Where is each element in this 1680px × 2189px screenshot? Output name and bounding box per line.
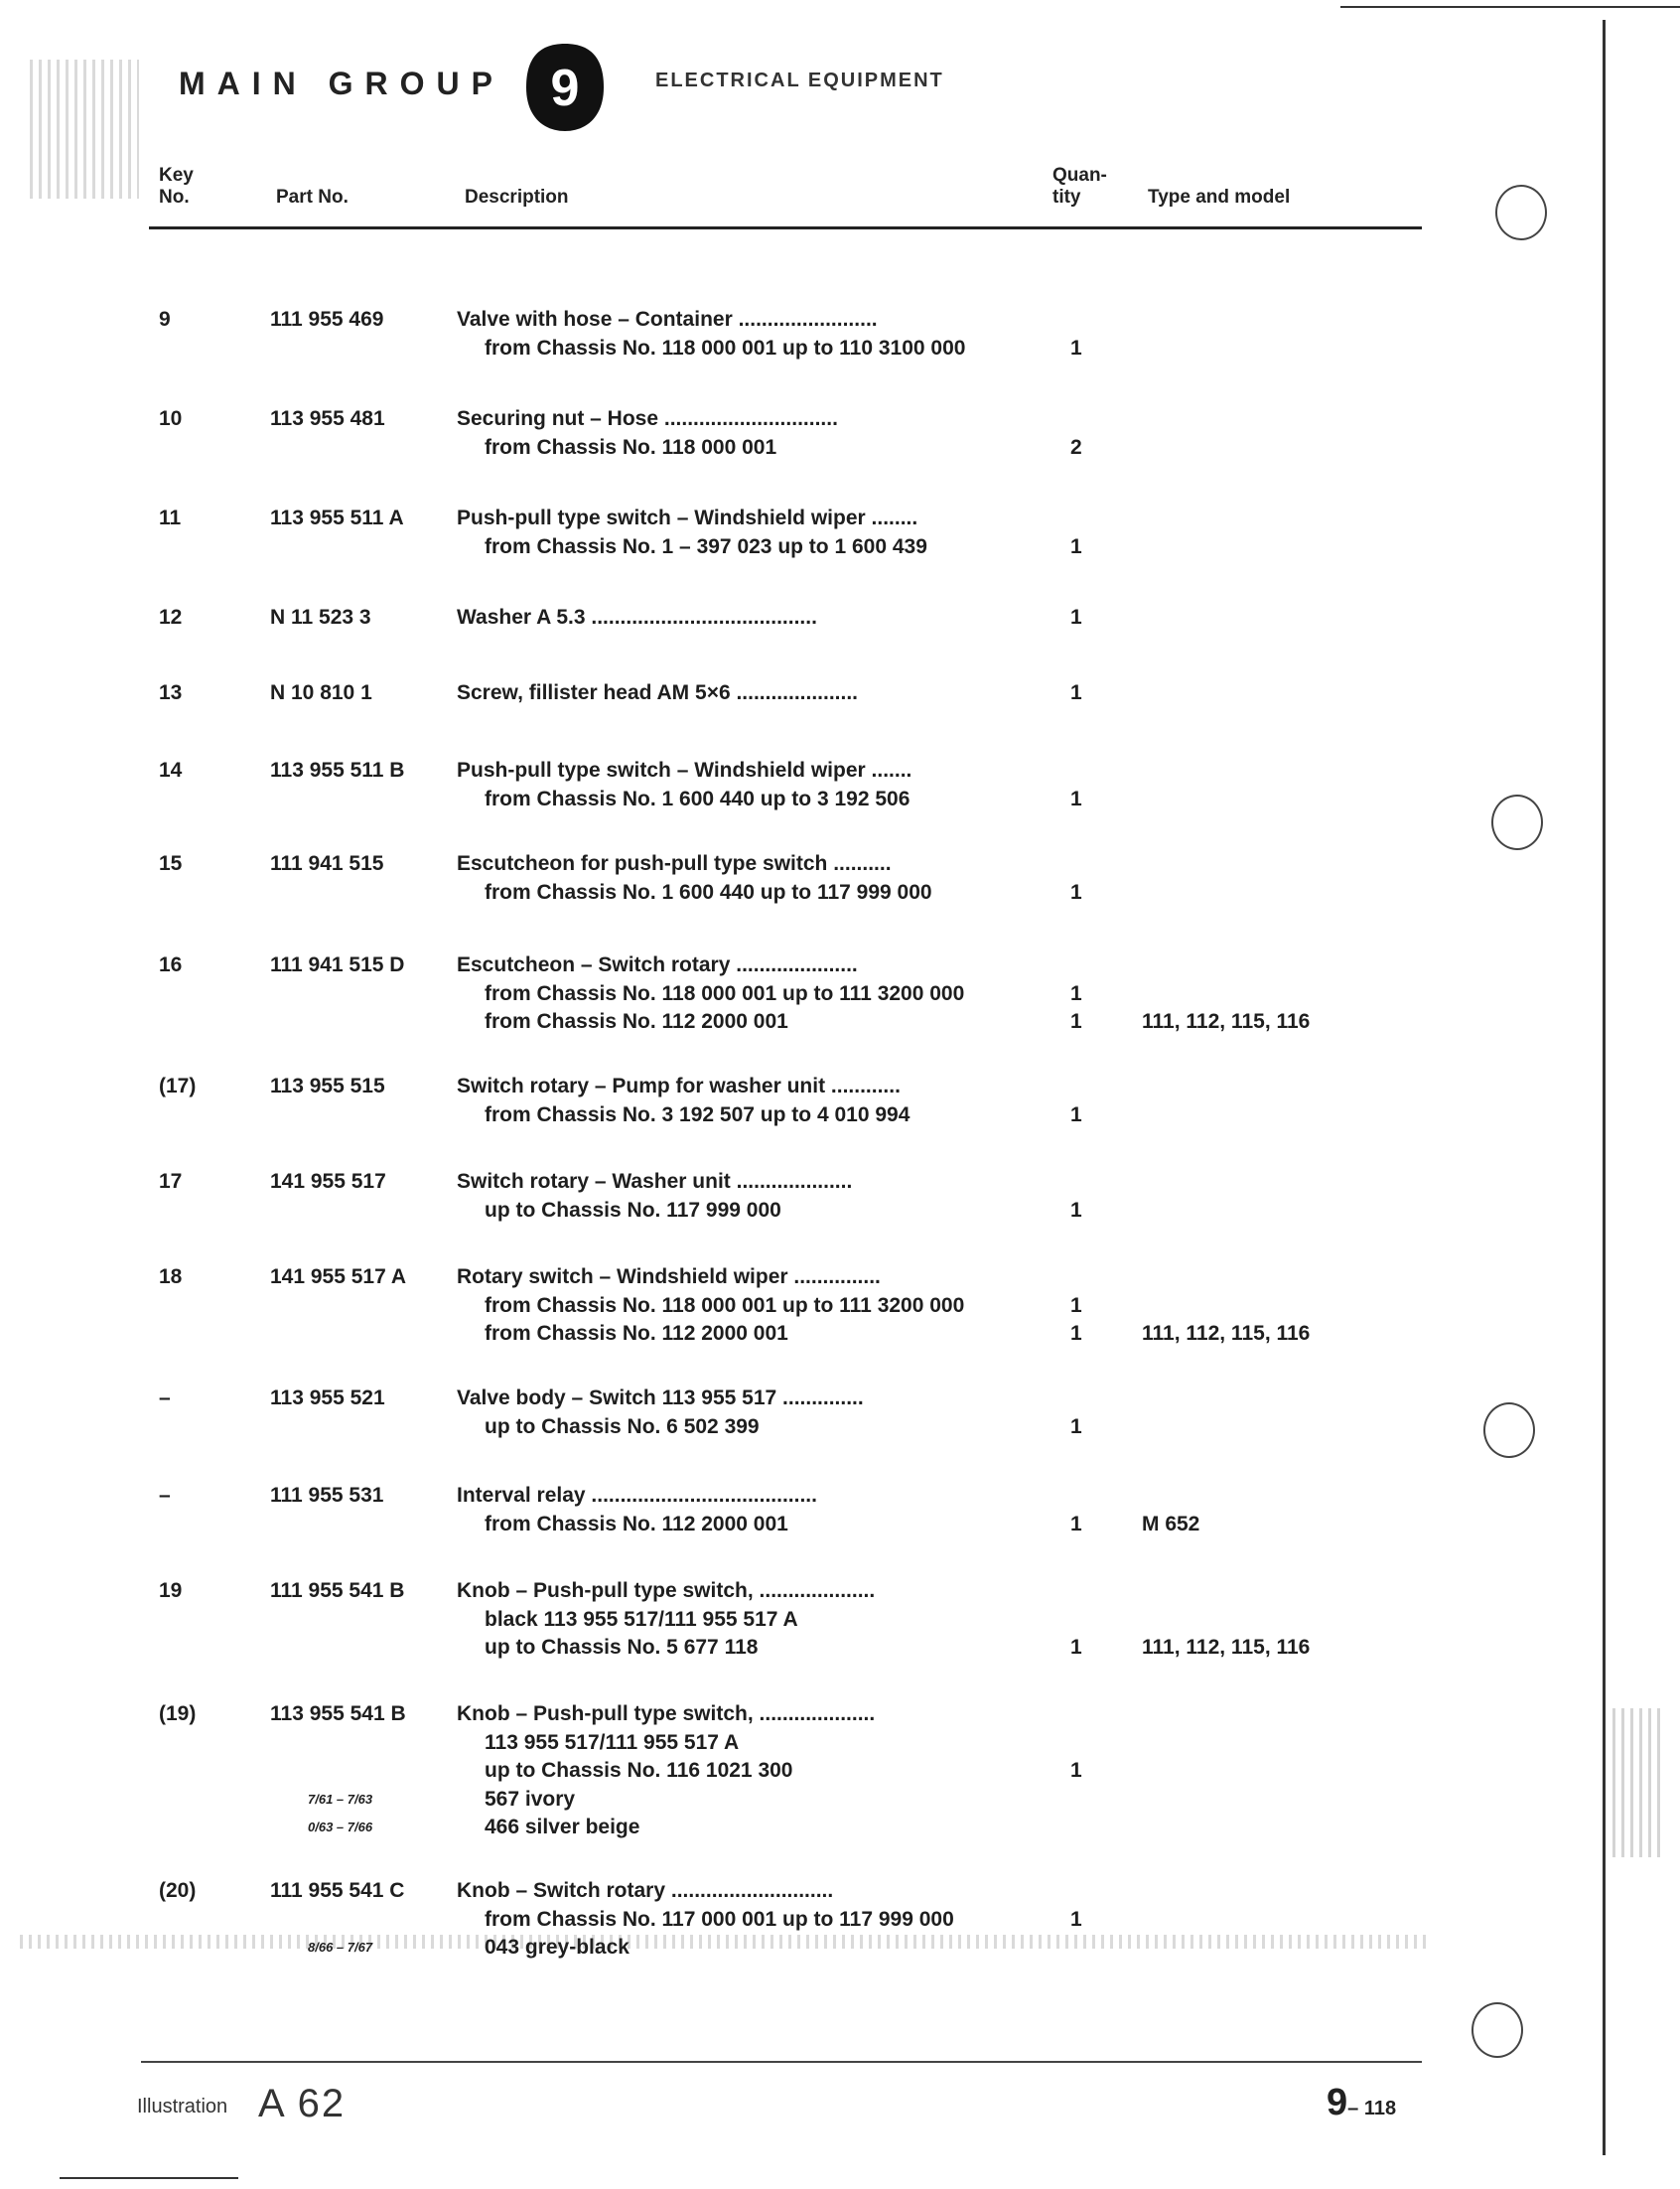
quantity: 1: [1070, 1512, 1082, 1535]
scan-edge-line: [1603, 20, 1606, 2155]
part-no: 111 941 515: [270, 852, 384, 875]
quantity: 1: [1070, 1636, 1082, 1659]
description-detail: up to Chassis No. 6 502 399: [485, 1414, 760, 1438]
quantity: 1: [1070, 1010, 1082, 1033]
key-no: 12: [159, 606, 183, 629]
part-no: 111 955 531: [270, 1484, 384, 1507]
quantity: 1: [1070, 1759, 1082, 1782]
description: Valve body – Switch 113 955 517 ..............: [457, 1386, 864, 1409]
col-description: Description: [465, 187, 569, 208]
illustration-code: A 62: [258, 2082, 347, 2125]
description: Switch rotary – Washer unit ....................: [457, 1170, 853, 1193]
production-date: 8/66 – 7/67: [308, 1940, 373, 1955]
part-no: N 11 523 3: [270, 606, 371, 629]
description: Knob – Switch rotary ............................: [457, 1879, 834, 1902]
type-model: M 652: [1142, 1512, 1200, 1535]
quantity: 1: [1070, 1198, 1082, 1222]
type-model: 111, 112, 115, 116: [1142, 1010, 1311, 1033]
part-no: 113 955 481: [270, 407, 385, 430]
part-no: 111 955 469: [270, 308, 384, 331]
quantity: 1: [1070, 534, 1082, 558]
key-no: 18: [159, 1265, 183, 1288]
quantity: 1: [1070, 1414, 1082, 1438]
illustration-label: Illustration: [137, 2096, 228, 2117]
punch-hole-1: [1495, 185, 1547, 240]
description-detail: from Chassis No. 112 2000 001: [485, 1010, 788, 1033]
quantity: 1: [1070, 1293, 1082, 1317]
key-no: 13: [159, 681, 183, 704]
col-key-no: Key No.: [159, 165, 194, 208]
description-detail: from Chassis No. 3 192 507 up to 4 010 994: [485, 1102, 910, 1126]
quantity: 1: [1070, 787, 1082, 810]
type-model: 111, 112, 115, 116: [1142, 1322, 1311, 1345]
col-part-no: Part No.: [276, 187, 349, 208]
description: Push-pull type switch – Windshield wiper ........: [457, 507, 918, 529]
production-date: 7/61 – 7/63: [308, 1791, 373, 1807]
part-no: N 10 810 1: [270, 681, 372, 704]
description-detail: 466 silver beige: [485, 1816, 640, 1838]
description: Knob – Push-pull type switch, ....................: [457, 1579, 876, 1602]
description-detail: up to Chassis No. 117 999 000: [485, 1198, 781, 1222]
part-no: 141 955 517 A: [270, 1265, 407, 1288]
key-no: 9: [159, 308, 171, 331]
part-no: 113 955 511 B: [270, 759, 405, 782]
description-detail: 043 grey-black: [485, 1936, 630, 1959]
key-no: –: [159, 1386, 171, 1409]
header-rule: [149, 226, 1422, 229]
quantity: 1: [1070, 606, 1082, 629]
description: Interval relay .......................................: [457, 1484, 817, 1507]
key-no: (20): [159, 1879, 197, 1902]
quantity: 1: [1070, 1102, 1082, 1126]
col-quantity: Quan- tity: [1052, 165, 1107, 208]
key-no: 17: [159, 1170, 183, 1193]
scan-bottom-line: [60, 2177, 238, 2179]
description-detail: up to Chassis No. 5 677 118: [485, 1636, 759, 1659]
description-detail: from Chassis No. 112 2000 001: [485, 1512, 788, 1535]
footer-rule: [141, 2061, 1422, 2063]
key-no: 14: [159, 759, 183, 782]
page-minor: – 118: [1347, 2098, 1397, 2119]
punch-hole-2: [1491, 795, 1543, 850]
description: Washer A 5.3 .......................................: [457, 606, 817, 629]
description: Push-pull type switch – Windshield wiper .......: [457, 759, 912, 782]
description-detail: black 113 955 517/111 955 517 A: [485, 1607, 798, 1631]
type-model: 111, 112, 115, 116: [1142, 1636, 1311, 1659]
scan-noise-left: [30, 60, 139, 199]
group-number-badge: [524, 42, 606, 133]
description-detail: 113 955 517/111 955 517 A: [485, 1730, 740, 1754]
description-detail: 567 ivory: [485, 1787, 576, 1811]
description-detail: from Chassis No. 1 600 440 up to 3 192 506: [485, 787, 910, 810]
description: Rotary switch – Windshield wiper ...............: [457, 1265, 881, 1288]
quantity: 1: [1070, 681, 1082, 704]
part-no: 113 955 521: [270, 1386, 385, 1409]
section-title: ELECTRICAL EQUIPMENT: [655, 70, 944, 91]
quantity: 1: [1070, 1322, 1082, 1345]
part-no: 113 955 541 B: [270, 1702, 406, 1725]
main-group-label: MAIN GROUP: [179, 66, 504, 101]
scan-top-line: [1340, 6, 1680, 8]
key-no: 10: [159, 407, 183, 430]
group-number: 9: [550, 60, 580, 117]
description-detail: from Chassis No. 118 000 001 up to 110 3100 000: [485, 336, 966, 360]
part-no: 111 955 541 B: [270, 1579, 405, 1602]
quantity: 1: [1070, 1907, 1082, 1931]
description-detail: from Chassis No. 117 000 001 up to 117 999 000: [485, 1907, 954, 1931]
description-detail: up to Chassis No. 116 1021 300: [485, 1759, 793, 1782]
description-detail: from Chassis No. 112 2000 001: [485, 1322, 788, 1345]
description-detail: from Chassis No. 1 – 397 023 up to 1 600 439: [485, 534, 927, 558]
key-no: 15: [159, 852, 183, 875]
description-detail: from Chassis No. 1 600 440 up to 117 999 000: [485, 880, 932, 904]
key-no: –: [159, 1484, 171, 1507]
description-detail: from Chassis No. 118 000 001 up to 111 3200 000: [485, 1293, 965, 1317]
key-no: (19): [159, 1702, 197, 1725]
part-no: 141 955 517: [270, 1170, 386, 1193]
key-no: 11: [159, 507, 182, 529]
part-no: 113 955 511 A: [270, 507, 404, 529]
punch-hole-4: [1471, 2002, 1523, 2058]
punch-hole-3: [1483, 1402, 1535, 1458]
description: Escutcheon for push-pull type switch ..........: [457, 852, 892, 875]
part-no: 113 955 515: [270, 1075, 385, 1097]
page-major: 9: [1327, 2082, 1348, 2123]
quantity: 1: [1070, 981, 1082, 1005]
description: Securing nut – Hose ..............................: [457, 407, 838, 430]
scan-noise-bottom: [20, 1935, 1430, 1949]
key-no: 19: [159, 1579, 183, 1602]
description-detail: from Chassis No. 118 000 001 up to 111 3200 000: [485, 981, 965, 1005]
scan-noise-right: [1612, 1708, 1662, 1857]
description: Escutcheon – Switch rotary .....................: [457, 953, 858, 976]
part-no: 111 941 515 D: [270, 953, 405, 976]
quantity: 2: [1070, 435, 1082, 459]
quantity: 1: [1070, 336, 1082, 360]
page-number: [1327, 2082, 1396, 2124]
col-type-model: Type and model: [1148, 187, 1291, 208]
description-detail: from Chassis No. 118 000 001: [485, 435, 777, 459]
key-no: (17): [159, 1075, 197, 1097]
quantity: 1: [1070, 880, 1082, 904]
description: Screw, fillister head AM 5×6 .....................: [457, 681, 858, 704]
description: Switch rotary – Pump for washer unit ............: [457, 1075, 901, 1097]
part-no: 111 955 541 C: [270, 1879, 405, 1902]
production-date: 0/63 – 7/66: [308, 1820, 373, 1834]
description: Valve with hose – Container ........................: [457, 308, 878, 331]
description: Knob – Push-pull type switch, ....................: [457, 1702, 876, 1725]
key-no: 16: [159, 953, 183, 976]
